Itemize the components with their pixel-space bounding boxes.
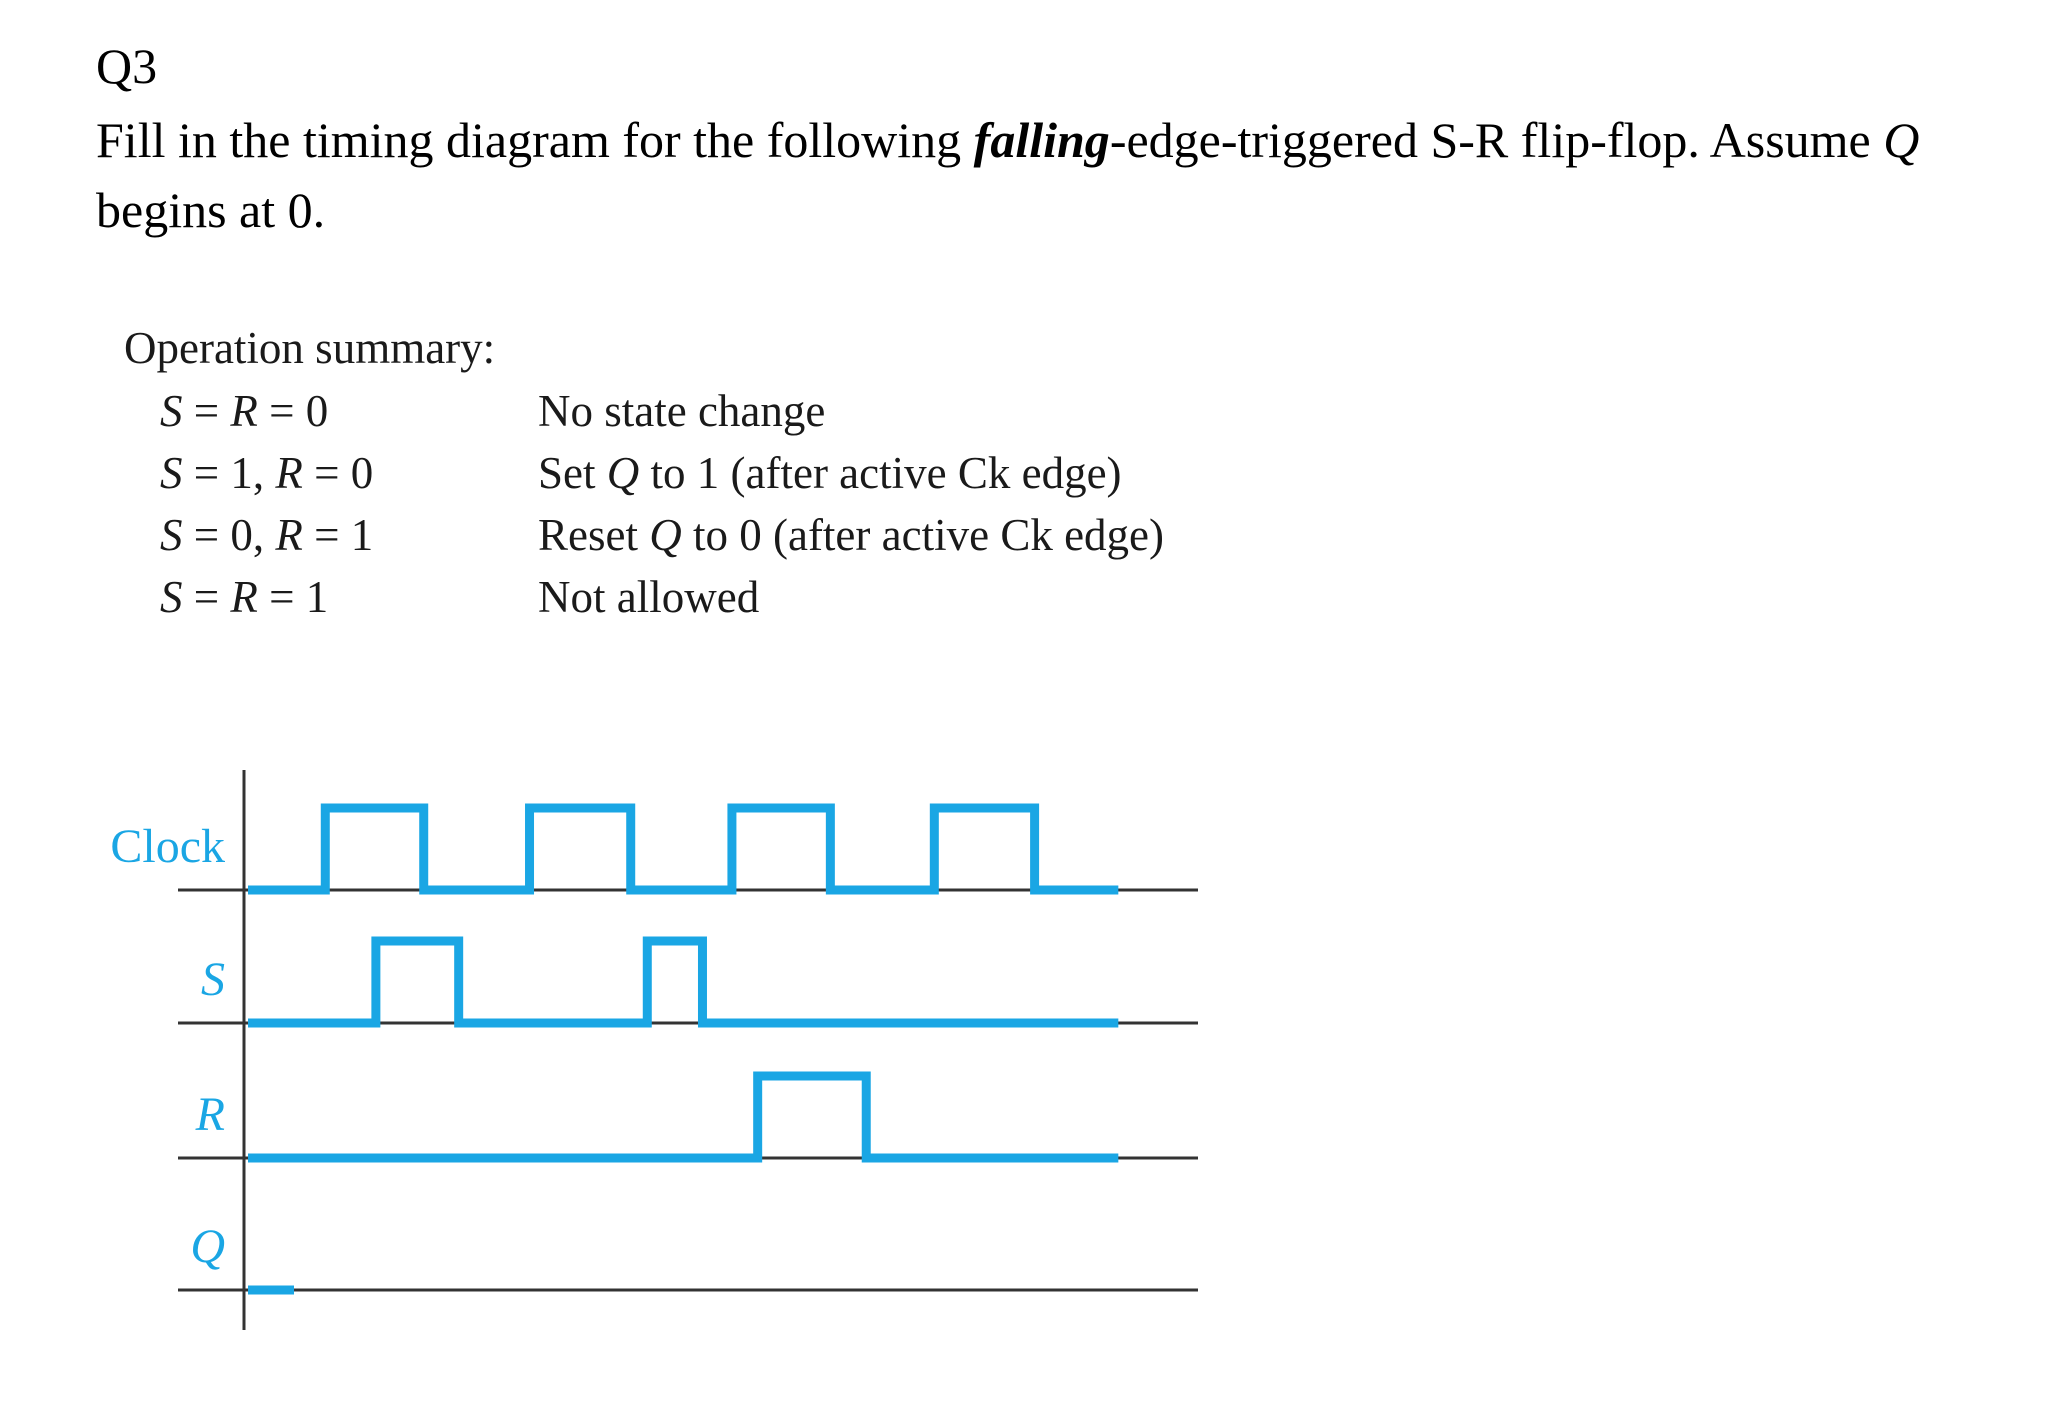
question-emphasis: falling xyxy=(973,112,1110,168)
signal-label-q: Q xyxy=(190,1220,225,1273)
question-text-part: Fill in the timing diagram for the following xyxy=(96,112,974,168)
condition-part: = 0 xyxy=(257,386,329,436)
var-r: R xyxy=(230,572,258,622)
var-r: R xyxy=(230,386,258,436)
var-s: S xyxy=(160,386,183,436)
description-part: to 1 (after active Ck edge) xyxy=(639,448,1122,498)
timing-waveforms xyxy=(248,808,1118,1290)
signal-label-s: S xyxy=(201,953,225,1006)
description-part: Reset xyxy=(538,510,650,560)
operation-summary-title: Operation summary: xyxy=(124,323,496,373)
condition-part: = 0, xyxy=(182,510,276,560)
description-part: to 0 (after active Ck edge) xyxy=(681,510,1165,560)
var-r: R xyxy=(275,448,303,498)
description-part: Not allowed xyxy=(538,572,760,622)
var-s: S xyxy=(160,572,183,622)
var-s: S xyxy=(160,510,183,560)
condition-part: = 0 xyxy=(302,448,374,498)
timing-labels xyxy=(110,820,225,1273)
condition-part: = 1 xyxy=(257,572,329,622)
condition-part: = xyxy=(182,572,231,622)
question-number: Q3 xyxy=(96,38,158,94)
var-q: Q xyxy=(649,510,682,560)
condition-part: = xyxy=(182,386,231,436)
question-text-part: begins at 0. xyxy=(96,182,326,238)
waveform-r xyxy=(248,1076,1118,1158)
signal-label-clock: Clock xyxy=(110,820,225,873)
waveform-clock xyxy=(248,808,1118,890)
var-r: R xyxy=(275,510,303,560)
description-part: Set xyxy=(538,448,607,498)
var-s: S xyxy=(160,448,183,498)
waveform-s xyxy=(248,941,1118,1023)
condition-part: = 1 xyxy=(302,510,374,560)
question-variable: Q xyxy=(1883,112,1920,168)
var-q: Q xyxy=(606,448,640,498)
condition-part: = 1, xyxy=(182,448,276,498)
description-part: No state change xyxy=(538,386,826,436)
signal-label-r: R xyxy=(195,1088,225,1141)
question-text-part: -edge-triggered S-R flip-flop. Assume xyxy=(1109,112,1884,168)
timing-axes xyxy=(178,770,1198,1330)
